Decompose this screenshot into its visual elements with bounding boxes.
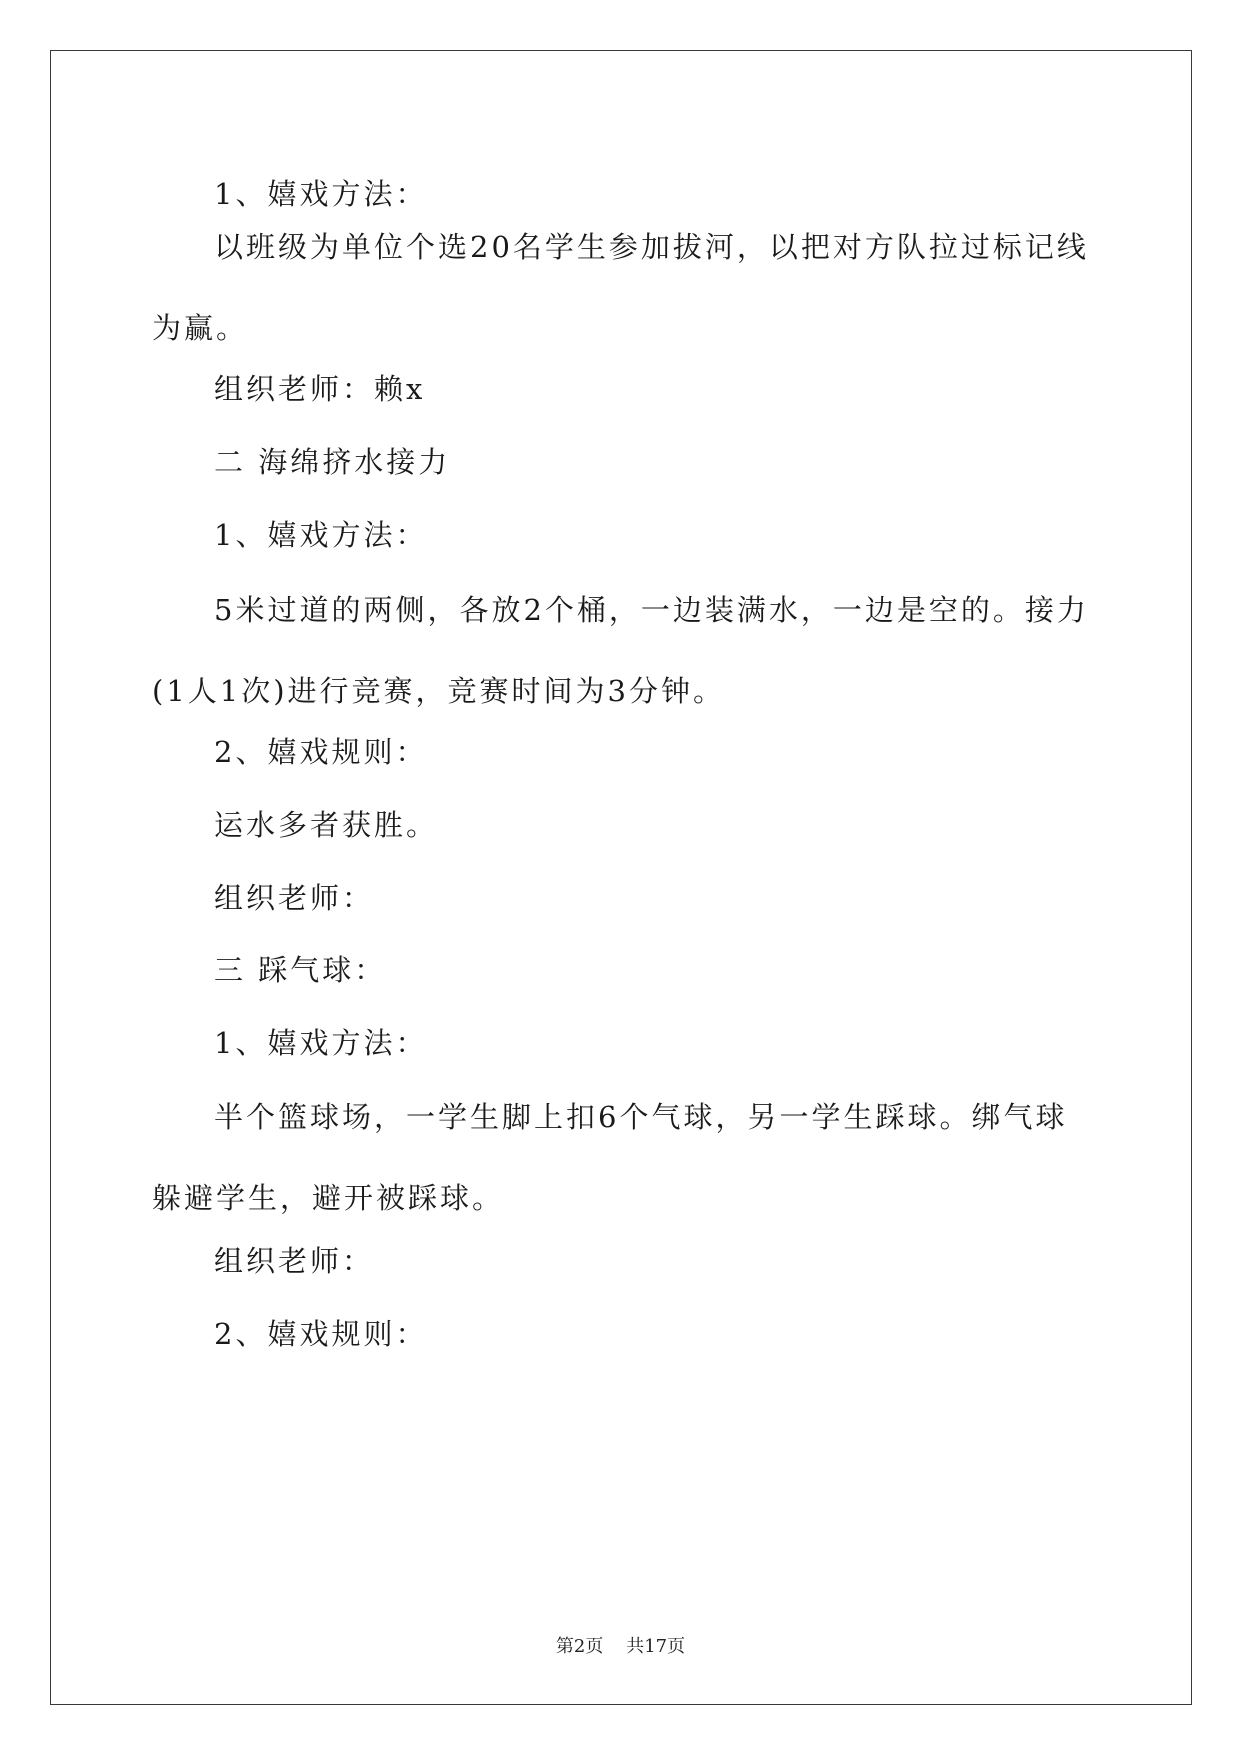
- organizer-line-3: 组织老师：: [214, 1244, 375, 1278]
- section-heading-sponge-relay: 二 海绵挤水接力: [214, 445, 451, 479]
- paragraph-sponge-relay: 5米过道的两侧，各放2个桶，一边装满水，一边是空的。接力(1人1次)进行竞赛，竞赛时间为3分钟。: [152, 593, 1089, 708]
- heading-game-method-2: 1、嬉戏方法：: [214, 518, 428, 552]
- paragraph-rule-water: 运水多者获胜。: [214, 808, 439, 842]
- paragraph-balloon: 半个篮球场，一学生脚上扣6个气球，另一学生踩球。绑气球躲避学生，避开被踩球。: [152, 1100, 1068, 1215]
- heading-game-method-3: 1、嬉戏方法：: [214, 1026, 428, 1060]
- heading-game-method-1: 1、嬉戏方法：: [214, 177, 428, 211]
- organizer-line-1: 组织老师：赖x: [214, 372, 426, 406]
- paragraph-tug-of-war: 以班级为单位个选20名学生参加拔河，以把对方队拉过标记线为赢。: [152, 230, 1089, 345]
- page-number-footer: 第2页 共17页: [555, 1636, 686, 1657]
- heading-game-rules-2: 2、嬉戏规则：: [214, 1317, 428, 1351]
- organizer-line-2: 组织老师：: [214, 881, 375, 915]
- section-heading-balloon: 三 踩气球：: [214, 953, 387, 987]
- heading-game-rules-1: 2、嬉戏规则：: [214, 735, 428, 769]
